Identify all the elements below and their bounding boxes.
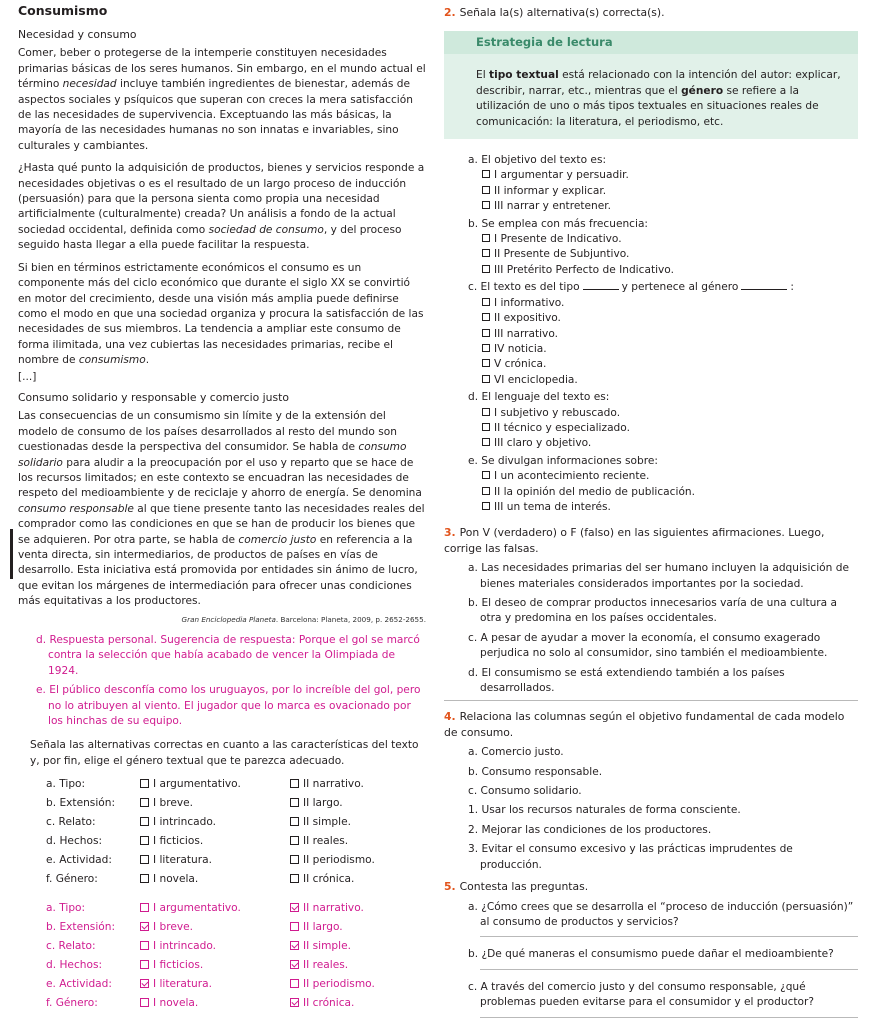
checkbox-icon[interactable] — [290, 798, 299, 807]
checkbox-icon[interactable] — [290, 874, 299, 883]
question-2-options — [468, 153, 858, 515]
option-1[interactable]: I argumentativo. — [140, 899, 290, 918]
match-item: c. Consumo solidario. — [468, 785, 582, 798]
option-2[interactable]: II simple. — [290, 937, 375, 956]
option-item[interactable]: I subjetivo y rebuscado. — [482, 406, 858, 421]
question-item: c. A través del comercio justo y del consumo responsable, ¿qué problemas pueden evitarse para el consumidor y el productor? — [468, 980, 815, 1009]
checkbox-icon[interactable] — [290, 817, 299, 826]
checkbox-icon[interactable] — [290, 903, 299, 912]
blank-tipo[interactable] — [583, 280, 619, 290]
option-item[interactable]: I Presente de Indicativo. — [482, 232, 858, 247]
option-item[interactable]: III Pretérito Perfecto de Indicativo. — [482, 263, 858, 278]
match-item: 2. Mejorar las condiciones de los productores. — [468, 823, 712, 836]
option-2[interactable]: II periodismo. — [290, 975, 375, 994]
checkbox-icon[interactable] — [140, 817, 149, 826]
checkbox-icon[interactable] — [482, 487, 490, 495]
checkbox-icon[interactable] — [482, 170, 490, 178]
match-item: 3. Evitar el consumo excesivo y las prácticas imprudentes de producción. — [468, 843, 793, 871]
checkbox-icon[interactable] — [290, 855, 299, 864]
checkbox-icon[interactable] — [482, 359, 490, 367]
answer-row — [46, 975, 375, 994]
characteristics-answer-table — [46, 899, 375, 1013]
teacher-answers — [36, 633, 426, 729]
characteristics-row — [46, 775, 375, 794]
property-label: d. Hechos: — [46, 835, 103, 848]
property-label: a. Tipo: — [46, 902, 86, 915]
checkbox-icon[interactable] — [140, 874, 149, 883]
exercise-instruction: Señala las alternativas correctas en cuanto a las características del texto y, por fin, elige el género textual que te parezca adecuado. — [30, 739, 419, 767]
q2d-prompt: d. El lenguaje del texto es: — [468, 391, 610, 404]
match-item: b. Consumo responsable. — [468, 765, 603, 778]
option-item[interactable]: III narrativo. — [482, 327, 858, 342]
option-1[interactable]: I novela. — [140, 870, 290, 889]
answer-line[interactable] — [480, 936, 858, 937]
option-1[interactable]: I ficticios. — [140, 956, 290, 975]
statement-item: b. El deseo de comprar productos innecesarios varía de una cultura a otra y predomina en los países occidentales. — [468, 597, 838, 625]
option-1[interactable]: I intrincado. — [140, 937, 290, 956]
section-heading-necesidad: Necesidad y consumo — [18, 28, 137, 41]
q2a-prompt: a. El objetivo del texto es: — [468, 154, 607, 167]
option-2[interactable]: II largo. — [290, 918, 375, 937]
checkbox-icon[interactable] — [482, 249, 490, 257]
paragraph-2: ¿Hasta qué punto la adquisición de productos, bienes y servicios responde a necesidades objetivas o es el resultado de un largo proceso de inducción (persuasión) para que la persona sienta como propia una necesidad artificialmente (culturalmente) creada? Un análisis a fondo de la actual sociedad occidental, definida como sociedad de consumo, y del proceso seguido hasta llegar a ella puede facilitar la respuesta. — [18, 162, 425, 252]
question-item: b. ¿De qué maneras el consumismo puede dañar el medioambiente? — [468, 948, 834, 961]
question-2: 2. Señala la(s) alternativa(s) correcta(s). — [444, 6, 665, 19]
option-2[interactable]: II crónica. — [290, 994, 375, 1013]
checkbox-icon[interactable] — [140, 779, 149, 788]
question-item: a. ¿Cómo crees que se desarrolla el “proceso de inducción (persuasión)” al consumo de productos y servicios? — [468, 900, 854, 928]
checkbox-icon[interactable] — [140, 960, 149, 969]
option-2[interactable]: II reales. — [290, 832, 375, 851]
characteristics-row — [46, 794, 375, 813]
blank-genero[interactable] — [741, 280, 787, 290]
option-2[interactable]: II periodismo. — [290, 851, 375, 870]
property-label: c. Relato: — [46, 816, 96, 829]
strategy-title: Estrategia de lectura — [444, 31, 858, 54]
option-2[interactable]: II simple. — [290, 813, 375, 832]
checkbox-icon[interactable] — [140, 903, 149, 912]
property-label: f. Género: — [46, 997, 98, 1010]
q2c-prompt: c. El texto es del tipo y pertenece al género : — [468, 281, 794, 294]
option-item[interactable]: II informar y explicar. — [482, 184, 858, 199]
checkbox-icon[interactable] — [290, 922, 299, 931]
exercises-column — [444, 0, 858, 1024]
checkbox-icon[interactable] — [290, 979, 299, 988]
option-2[interactable]: II reales. — [290, 956, 375, 975]
statement-item: a. Las necesidades primarias del ser humano incluyen la adquisición de bienes materiales considerados importantes por la sociedad. — [468, 562, 849, 590]
option-item[interactable]: II técnico y especializado. — [482, 421, 858, 436]
checkbox-icon[interactable] — [140, 836, 149, 845]
property-label: e. Actividad: — [46, 854, 112, 867]
answer-line[interactable] — [480, 1017, 858, 1018]
option-1[interactable]: I literatura. — [140, 851, 290, 870]
strategy-text: El tipo textual está relacionado con la intención del autor: explicar, describir, narrar, etc., mientras que el género se refiere a la utilización de uno o más tipos textuales en situaciones reales de comunicación: la literatura, el periodismo, etc. — [476, 69, 841, 128]
option-1[interactable]: I argumentativo. — [140, 775, 290, 794]
checkbox-icon[interactable] — [482, 502, 490, 510]
option-2[interactable]: II largo. — [290, 794, 375, 813]
checkbox-icon[interactable] — [290, 998, 299, 1007]
option-item[interactable]: III narrar y entretener. — [482, 199, 858, 214]
option-item[interactable]: I un acontecimiento reciente. — [482, 469, 858, 484]
checkbox-icon[interactable] — [482, 329, 490, 337]
reading-column — [18, 0, 426, 1013]
checkbox-icon[interactable] — [140, 798, 149, 807]
source-citation: Gran Enciclopedia Planeta. Barcelona: Planeta, 2009, p. 2652-2655. — [181, 614, 426, 624]
question-4: 4. Relaciona las columnas según el objetivo fundamental de cada modelo de consumo. a. Comercio justo. b. Consumo responsable. c. Consumo solidario. 1. Usar los recursos naturales de forma consciente. 2. Mejorar las condiciones de los productores. 3. Evitar el consumo excesivo y las prácticas imprudentes de producción. — [444, 709, 858, 873]
match-item: a. Comercio justo. — [468, 746, 564, 759]
match-item: 1. Usar los recursos naturales de forma consciente. — [468, 804, 741, 817]
checkbox-icon[interactable] — [290, 836, 299, 845]
option-1[interactable]: I literatura. — [140, 975, 290, 994]
checkbox-icon[interactable] — [482, 344, 490, 352]
option-item[interactable]: VI enciclopedia. — [482, 373, 858, 388]
checkbox-icon[interactable] — [482, 186, 490, 194]
checkbox-icon[interactable] — [482, 375, 490, 383]
option-2[interactable]: II narrativo. — [290, 775, 375, 794]
checkbox-icon[interactable] — [140, 855, 149, 864]
checkbox-icon[interactable] — [482, 423, 490, 431]
ellipsis: [...] — [18, 370, 37, 383]
statement-item: d. El consumismo se está extendiendo también a los países desarrollados. — [468, 666, 785, 695]
margin-bar — [10, 529, 13, 579]
characteristics-table — [46, 775, 375, 889]
reading-strategy-box — [444, 31, 858, 139]
option-item[interactable]: I informativo. — [482, 296, 858, 311]
property-label: f. Género: — [46, 873, 98, 886]
option-item[interactable]: II la opinión del medio de publicación. — [482, 485, 858, 500]
statement-item: c. A pesar de ayudar a mover la economía, el consumo exagerado perjudica no solo al consumidor, sino también el medioambiente. — [468, 631, 828, 660]
answer-e: e. El público desconfía como los uruguayos, por lo increíble del gol, pero no lo atribuyen al viento. El jugador que lo marca es ovacionado por los hinchas de su equipo. — [36, 684, 421, 728]
checkbox-icon[interactable] — [140, 979, 149, 988]
characteristics-row — [46, 832, 375, 851]
q2b-prompt: b. Se emplea con más frecuencia: — [468, 217, 649, 230]
checkbox-icon[interactable] — [140, 998, 149, 1007]
option-item[interactable]: I argumentar y persuadir. — [482, 168, 858, 183]
option-1[interactable]: I breve. — [140, 918, 290, 937]
answer-row — [46, 994, 375, 1013]
option-item[interactable]: II expositivo. — [482, 311, 858, 326]
question-5: 5. Contesta las preguntas. a. ¿Cómo crees que se desarrolla el “proceso de inducción (persuasión)” al consumo de productos y servicios? b. ¿De qué maneras el consumismo puede dañar el medioambiente? c. A través del comercio justo y del consumo responsable, ¿qué problemas pueden evitarse para el consumidor y el productor? — [444, 879, 858, 1017]
checkbox-icon[interactable] — [482, 408, 490, 416]
property-label: d. Hechos: — [46, 959, 103, 972]
option-item[interactable]: II Presente de Subjuntivo. — [482, 247, 858, 262]
answer-row — [46, 918, 375, 937]
option-1[interactable]: I breve. — [140, 794, 290, 813]
option-1[interactable]: I ficticios. — [140, 832, 290, 851]
checkbox-icon[interactable] — [140, 941, 149, 950]
property-label: b. Extensión: — [46, 921, 116, 934]
separator — [444, 700, 858, 701]
checkbox-icon[interactable] — [140, 922, 149, 931]
checkbox-icon[interactable] — [482, 234, 490, 242]
question-3: 3. Pon V (verdadero) o F (falso) en las siguientes afirmaciones. Luego, corrige las falsas. a. Las necesidades primarias del ser humano incluyen la adquisición de bienes materiales considerados importantes por la sociedad. b. El deseo de comprar productos innecesarios varía de una cultura a otra y predomina en los países occidentales. c. A pesar de ayudar a mover la economía, el consumo exagerado perjudica no solo al consumidor, sino también el medioambiente. d. El consumismo se está extendiendo también a los países desarrollados. — [444, 525, 858, 696]
option-2[interactable]: II narrativo. — [290, 899, 375, 918]
property-label: b. Extensión: — [46, 797, 116, 810]
option-1[interactable]: I novela. — [140, 994, 290, 1013]
characteristics-row — [46, 851, 375, 870]
option-item[interactable]: III claro y objetivo. — [482, 436, 858, 451]
option-item[interactable]: V crónica. — [482, 357, 858, 372]
answer-line[interactable] — [480, 969, 858, 970]
characteristics-row — [46, 870, 375, 889]
q2e-prompt: e. Se divulgan informaciones sobre: — [468, 454, 658, 467]
answer-row — [46, 956, 375, 975]
checkbox-icon[interactable] — [482, 438, 490, 446]
checkbox-icon[interactable] — [290, 779, 299, 788]
paragraph-4: Las consecuencias de un consumismo sin límite y de la extensión del modelo de consumo de los países desarrollados al resto del mundo son cuestionadas desde la perspectiva del consumidor. Se habla de consumo solidario para aludir a la preocupación por el uso y reparto que se hace de los recursos limitados; en este contexto se encuadran las necesidades de respeto del medioambiente y de reciclaje y ahorro de energía. Se denomina consumo responsable al que tiene presente tanto las necesidades reales del comprador como las condiciones en que se han de producir los bienes que se adquieren. Por otra parte, se habla de comercio justo en referencia a la venta directa, sin intermediarios, de productos de países en vías de desarrollo. Esta iniciativa está promovida por entidades sin ánimo de lucro, que evitan los márgenes de intermediación para ofrecer unas condiciones más equitativas a los productores. — [18, 410, 425, 608]
answer-d: d. Respuesta personal. Sugerencia de respuesta: Porque el gol se marcó contra la selección que había acabado de vencer la Olimpiada de 1924. — [36, 634, 420, 677]
property-label: e. Actividad: — [46, 978, 112, 991]
paragraph-3: Si bien en términos estrictamente económicos el consumo es un componente más del ciclo económico que durante el siglo XX se convirtió en motor del crecimiento, desde una visión más amplia puede definirse como el modo en que una sociedad organiza y procura la satisfacción de las necesidades de sus miembros. La tendencia a ampliar este consumo de forma ilimitada, una vez cubiertas las necesidades primarias, recibe el nombre de consumismo. — [18, 261, 424, 367]
property-label: c. Relato: — [46, 940, 96, 953]
characteristics-row — [46, 813, 375, 832]
answer-row — [46, 937, 375, 956]
article-title: Consumismo — [18, 3, 108, 18]
section-heading-consumo-solidario: Consumo solidario y responsable y comercio justo — [18, 390, 289, 404]
property-label: a. Tipo: — [46, 778, 86, 791]
option-item[interactable]: IV noticia. — [482, 342, 858, 357]
checkbox-icon[interactable] — [482, 265, 490, 273]
checkbox-icon[interactable] — [482, 201, 490, 209]
paragraph-1: Comer, beber o protegerse de la intemperie constituyen necesidades primarias básicas de los seres humanos. Sin embargo, en el mundo actual el término necesidad incluye también ingredientes de bienestar, además de aspectos sociales y psíquicos que superan con creces la mera satisfacción de las necesidades de supervivencia. Exceptuando las más básicas, la mayoría de las necesidades humanas no son innatas e invariables, sino culturales y cambiantes. — [18, 47, 426, 152]
checkbox-icon[interactable] — [482, 313, 490, 321]
answer-row — [46, 899, 375, 918]
checkbox-icon[interactable] — [290, 960, 299, 969]
checkbox-icon[interactable] — [290, 941, 299, 950]
option-2[interactable]: II crónica. — [290, 870, 375, 889]
option-item[interactable]: III un tema de interés. — [482, 500, 858, 515]
checkbox-icon[interactable] — [482, 471, 490, 479]
checkbox-icon[interactable] — [482, 298, 490, 306]
option-1[interactable]: I intrincado. — [140, 813, 290, 832]
